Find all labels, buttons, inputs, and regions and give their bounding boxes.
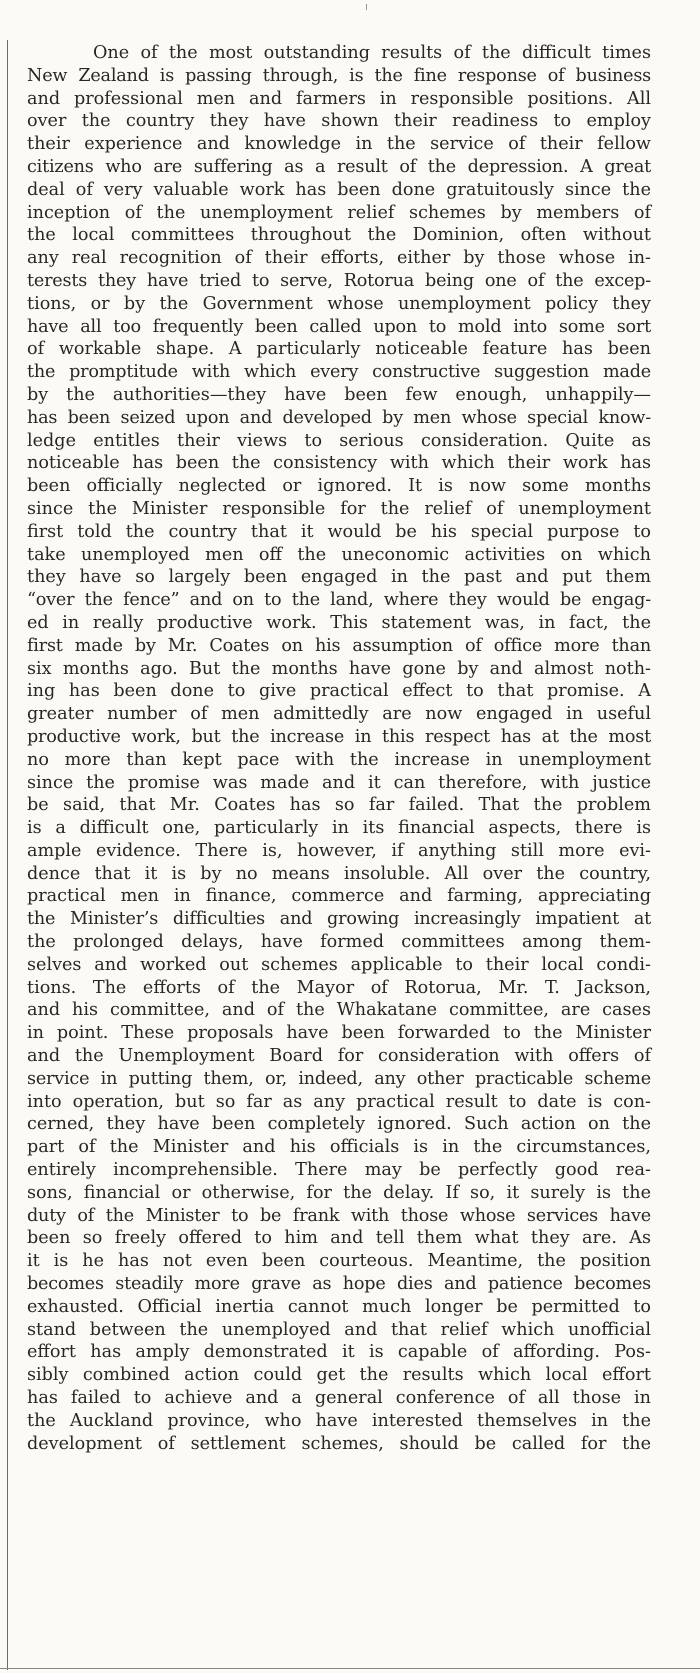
article-line: development of settlement schemes, should be called for the	[27, 1433, 651, 1454]
article-line: entirely incomprehensible. There may be perfectly good rea-	[27, 1160, 651, 1181]
article-line: been officially neglected or ignored. It is now some months	[27, 476, 651, 497]
article-line: and professional men and farmers in responsible positions. All	[27, 88, 651, 109]
article-line: any real recognition of their efforts, either by those whose in-	[27, 248, 651, 269]
article-line: it is he has not even been courteous. Meantime, the position	[27, 1251, 651, 1272]
article-line: practical men in finance, commerce and farming, appreciating	[27, 886, 651, 907]
article-line: “over the fence” and on to the land, where they would be engag-	[27, 590, 651, 611]
article-line: their experience and knowledge in the service of their fellow	[27, 134, 651, 155]
article-line: duty of the Minister to be frank with those whose services have	[27, 1205, 651, 1226]
article-line: they have so largely been engaged in the past and put them	[27, 567, 651, 588]
article-line: tions, or by the Government whose unemployment policy they	[27, 293, 651, 314]
article-line: into operation, but so far as any practical result to date is con-	[27, 1091, 651, 1112]
column-rule	[7, 40, 8, 1670]
article-line: deal of very valuable work has been done gratuitously since the	[27, 179, 651, 200]
article-line: selves and worked out schemes applicable to their local condi-	[27, 954, 651, 975]
article-line: been so freely offered to him and tell them what they are. As	[27, 1228, 651, 1249]
article-line: productive work, but the increase in this respect has at the most	[27, 726, 651, 747]
article-line: the promptitude with which every constructive suggestion made	[27, 362, 651, 383]
article-line: the Minister’s difficulties and growing increasingly impatient at	[27, 909, 651, 930]
article-line: inception of the unemployment relief schemes by members of	[27, 202, 651, 223]
article-line: exhausted. Official inertia cannot much longer be permitted to	[27, 1296, 651, 1317]
article-line: stand between the unemployed and that relief which unofficial	[27, 1319, 651, 1340]
article-line: first made by Mr. Coates on his assumption of office more than	[27, 635, 651, 656]
article-line: terests they have tried to serve, Rotorua being one of the excep-	[27, 270, 651, 291]
article-line: of workable shape. A particularly noticeable feature has been	[27, 339, 651, 360]
article-line: first told the country that it would be his special purpose to	[27, 521, 651, 542]
article-line: since the Minister responsible for the relief of unemployment	[27, 498, 651, 519]
article-line: greater number of men admittedly are now engaged in useful	[27, 704, 651, 725]
article-line: take unemployed men off the uneconomic activities on which	[27, 544, 651, 565]
article-line: by the authorities—they have been few enough, unhappily—	[27, 384, 651, 405]
article-line: has been seized upon and developed by men whose special know-	[27, 407, 651, 428]
article-line: six months ago. But the months have gone by and almost noth-	[27, 658, 651, 679]
article-line: the Auckland province, who have interested themselves in the	[27, 1410, 651, 1431]
article-line: One of the most outstanding results of the difficult times	[93, 43, 651, 63]
article-line: ample evidence. There is, however, if anything still more evi-	[27, 840, 651, 861]
article-line: and the Unemployment Board for consideration with offers of	[27, 1046, 651, 1067]
article-line: effort has amply demonstrated it is capable of affording. Pos-	[27, 1342, 651, 1363]
article-line: sons, financial or otherwise, for the delay. If so, it surely is the	[27, 1182, 651, 1203]
article-line: ed in really productive work. This statement was, in fact, the	[27, 612, 651, 633]
article-line: the local committees throughout the Dominion, often without	[27, 225, 651, 246]
article-line: citizens who are suffering as a result of the depression. A great	[27, 156, 651, 177]
article-line: sibly combined action could get the results which local effort	[27, 1365, 651, 1386]
article-line: since the promise was made and it can therefore, with justice	[27, 772, 651, 793]
article-line: dence that it is by no means insoluble. All over the country,	[27, 863, 651, 884]
article-line: tions. The efforts of the Mayor of Rotorua, Mr. T. Jackson,	[27, 977, 651, 998]
article-line: New Zealand is passing through, is the fine response of business	[27, 65, 651, 86]
article-line: is a difficult one, particularly in its financial aspects, there is	[27, 818, 651, 839]
article-line: cerned, they have been completely ignored. Such action on the	[27, 1114, 651, 1135]
article-line: no more than kept pace with the increase in unemployment	[27, 749, 651, 770]
article-line: service in putting them, or, indeed, any other practicable scheme	[27, 1068, 651, 1089]
article-line: ledge entitles their views to serious consideration. Quite as	[27, 430, 651, 451]
article-line: in point. These proposals have been forwarded to the Minister	[27, 1023, 651, 1044]
article-line: ing has been done to give practical effect to that promise. A	[27, 681, 651, 702]
print-mark	[366, 4, 367, 10]
article-line: noticeable has been the consistency with which their work has	[27, 453, 651, 474]
bottom-rule	[0, 1668, 700, 1669]
article-line: over the country they have shown their readiness to employ	[27, 111, 651, 132]
article-line: and his committee, and of the Whakatane committee, are cases	[27, 1000, 651, 1021]
article-line: part of the Minister and his officials is in the circumstances,	[27, 1137, 651, 1158]
editorial-article	[27, 42, 651, 1455]
article-line: have all too frequently been called upon to mold into some sort	[27, 316, 651, 337]
article-line: has failed to achieve and a general conference of all those in	[27, 1388, 651, 1409]
article-line: be said, that Mr. Coates has so far failed. That the problem	[27, 795, 651, 816]
article-line: becomes steadily more grave as hope dies and patience becomes	[27, 1274, 651, 1295]
article-line: the prolonged delays, have formed committees among them-	[27, 932, 651, 953]
